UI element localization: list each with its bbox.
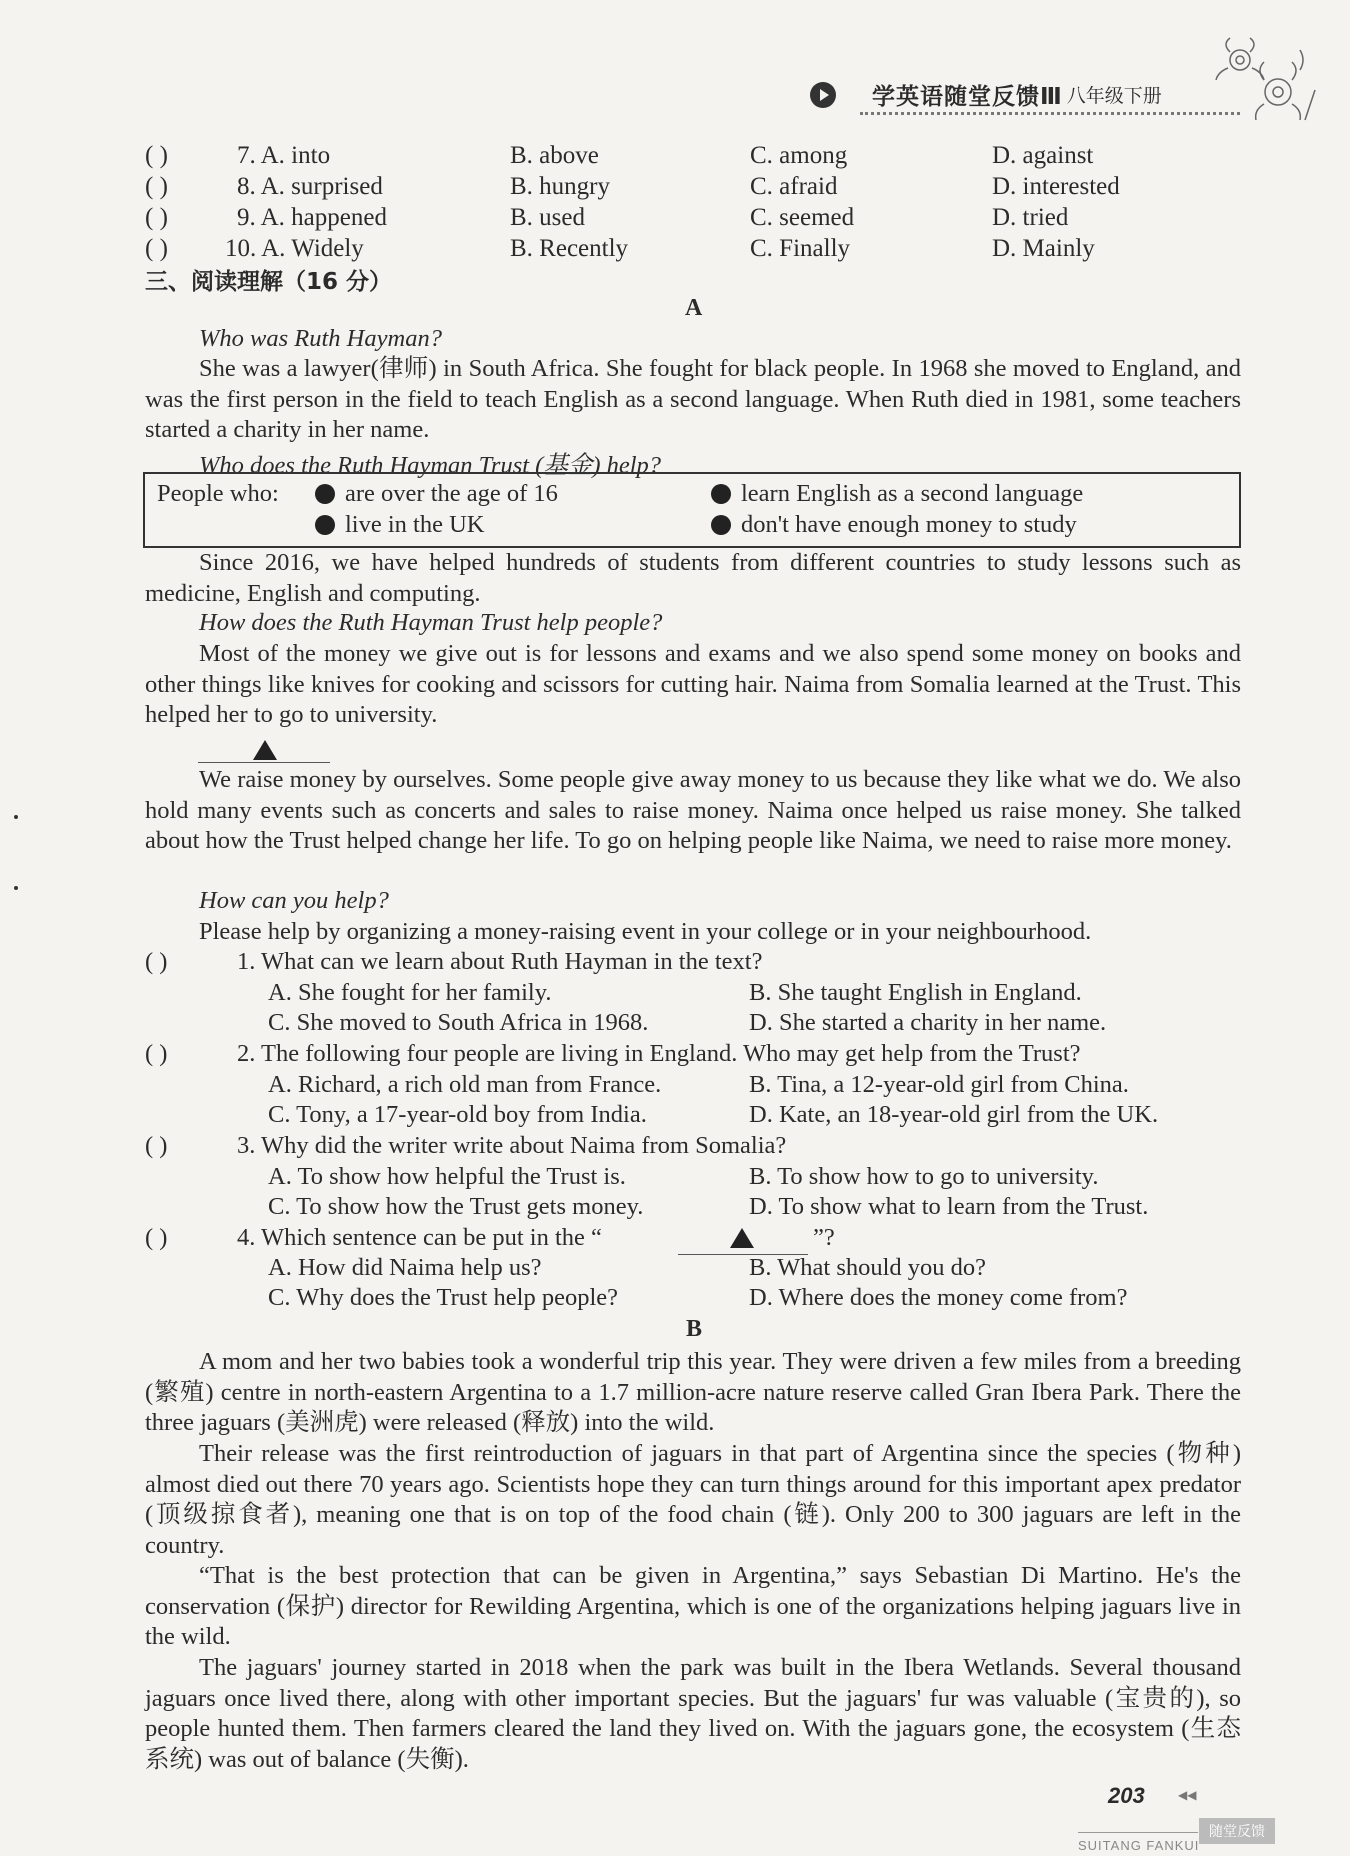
option-b: B. hungry [510,173,610,200]
paragraph: Most of the money we give out is for lessons and exams and we also spend some money on books and other things like knives for cooking and scissors for cutting hair. Naima from Somalia learned at the Trust. This helped her to go to university. [145,640,1241,728]
option-a: 7. A. into [237,142,331,169]
option-a: A. She fought for her family. [268,979,552,1006]
option-d: D. Mainly [992,235,1095,262]
book-title: 学英语随堂反馈Ⅲ [872,84,1063,110]
answer-blank[interactable]: ( ) [145,142,168,169]
triangle-marker-icon [730,1228,754,1248]
play-arrow-icon [810,82,836,108]
book-subtitle: 八年级下册 [1066,85,1162,107]
answer-blank[interactable]: ( ) [145,204,168,231]
margin-mark [14,886,18,890]
passage-b-label: B [686,1316,703,1342]
heading-blank-line [198,762,330,763]
paragraph: A mom and her two babies took a wonderful trip this year. They were driven a few miles from a breeding (繁殖) centre in north-eastern Argentina to a 1.7 million-acre nature reserve called Gran Ibera Park. There the three jaguars (美洲虎) were released (释放) into the wild. [145,1348,1241,1436]
option-a: A. To show how helpful the Trust is. [268,1163,626,1190]
question-stem: 1. What can we learn about Ruth Hayman in the text? [237,948,763,975]
option-a: 10. A. Widely [225,235,364,262]
question-stem: 2. The following four people are living in England. Who may get help from the Trust? [237,1040,1081,1067]
option-b: B. Recently [510,235,629,262]
bullet-icon [315,484,335,504]
option-c: C. Finally [750,235,851,262]
paragraph: Since 2016, we have helped hundreds of students from different countries to study lessons such as medicine, English and computing. [145,549,1241,607]
triangle-marker-icon [253,740,277,760]
paragraph: “That is the best protection that can be given in Argentina,” says Sebastian Di Martino. He's the conservation (保护) director for Rewilding Argentina, which is one of the organizations helping jaguars live in the wild. [145,1562,1241,1650]
option-d: D. against [992,142,1094,169]
option-a: 9. A. happened [237,204,387,231]
subheading: Who was Ruth Hayman? [199,325,442,352]
page-header [810,78,1162,111]
footer-pinyin: SUITANG FANKUI [1078,1838,1200,1853]
option-c: C. Tony, a 17-year-old boy from India. [268,1101,647,1128]
option-c: C. She moved to South Africa in 1968. [268,1009,649,1036]
footer-tag: 随堂反馈 [1199,1818,1275,1844]
option-c: C. Why does the Trust help people? [268,1284,619,1311]
subheading: How does the Ruth Hayman Trust help people? [199,609,663,636]
box-item: live in the UK [315,511,485,539]
subheading: How can you help? [199,887,389,914]
option-b: B. To show how to go to university. [749,1163,1099,1190]
answer-blank[interactable]: ( ) [145,1040,168,1067]
option-d: D. interested [992,173,1120,200]
section-heading: 三、阅读理解（16 分） [145,269,393,295]
option-d: D. She started a charity in her name. [749,1009,1107,1036]
bullet-icon [711,484,731,504]
margin-mark [14,815,18,819]
option-d: D. tried [992,204,1069,231]
answer-blank[interactable]: ( ) [145,1132,168,1159]
footer-line [1078,1832,1198,1833]
flower-decoration-icon [1200,30,1320,130]
option-c: C. To show how the Trust gets money. [268,1193,644,1220]
page-number: 203 [1108,1783,1145,1808]
option-b: B. used [510,204,585,231]
option-d: D. To show what to learn from the Trust. [749,1193,1149,1220]
option-d: D. Kate, an 18-year-old girl from the UK. [749,1101,1159,1128]
option-b: B. Tina, a 12-year-old girl from China. [749,1071,1129,1098]
answer-blank[interactable]: ( ) [145,235,168,262]
paragraph: We raise money by ourselves. Some people give away money to us because they like what we do. We also hold many events such as concerts and sales to raise money. Naima once helped us raise money. She talked about how the Trust helped change her life. To go on helping people like Naima, we need to raise more money. [145,766,1241,854]
box-label: People who: [157,480,279,507]
paragraph: She was a lawyer(律师) in South Africa. She fought for black people. In 1968 she moved to England, and was the first person in the field to teach English as a second language. When Ruth died in 1981, some teachers started a charity in her name. [145,355,1241,443]
option-b: B. above [510,142,599,169]
option-b: B. She taught English in England. [749,979,1082,1006]
question-stem-end: ”? [813,1224,835,1251]
answer-blank[interactable]: ( ) [145,173,168,200]
question-stem: 3. Why did the writer write about Naima from Somalia? [237,1132,787,1159]
option-c: C. afraid [750,173,838,200]
box-item: don't have enough money to study [711,511,1077,539]
paragraph: Please help by organizing a money-raising event in your college or in your neighbourhood. [199,918,1092,945]
bullet-icon [315,515,335,535]
answer-blank[interactable]: ( ) [145,1224,168,1251]
passage-a-label: A [685,295,703,321]
option-c: C. among [750,142,848,169]
paragraph: Their release was the first reintroduction of jaguars in that part of Argentina since the species (物种) almost died out there 70 years ago. Scientists hope they can turn things around for this important apex predator (顶级掠食者), meaning one that is on top of the food chain (链). Only 200 to 300 jaguars are left in the country. [145,1440,1241,1559]
option-b: B. What should you do? [749,1254,987,1281]
option-a: 8. A. surprised [237,173,383,200]
answer-blank[interactable]: ( ) [145,948,168,975]
option-c: C. seemed [750,204,855,231]
double-arrow-icon: ◀◀ [1178,1788,1197,1802]
header-divider [860,112,1240,115]
box-item: are over the age of 16 [315,480,558,508]
subheading: Who does the Ruth Hayman Trust (基金) help? [199,452,662,479]
bullet-icon [711,515,731,535]
paragraph: The jaguars' journey started in 2018 when the park was built in the Ibera Wetlands. Several thousand jaguars once lived there, along with other important species. But the jaguars' fur was valuable (宝贵的), so people hunted them. Then farmers cleared the land they lived on. With the jaguars gone, the ecosystem (生态系统) was out of balance (失衡). [145,1654,1241,1773]
option-a: A. Richard, a rich old man from France. [268,1071,662,1098]
option-a: A. How did Naima help us? [268,1254,542,1281]
box-item: learn English as a second language [711,480,1083,508]
eligibility-box [143,472,1241,548]
option-d: D. Where does the money come from? [749,1284,1128,1311]
question-stem: 4. Which sentence can be put in the “ [237,1224,602,1251]
